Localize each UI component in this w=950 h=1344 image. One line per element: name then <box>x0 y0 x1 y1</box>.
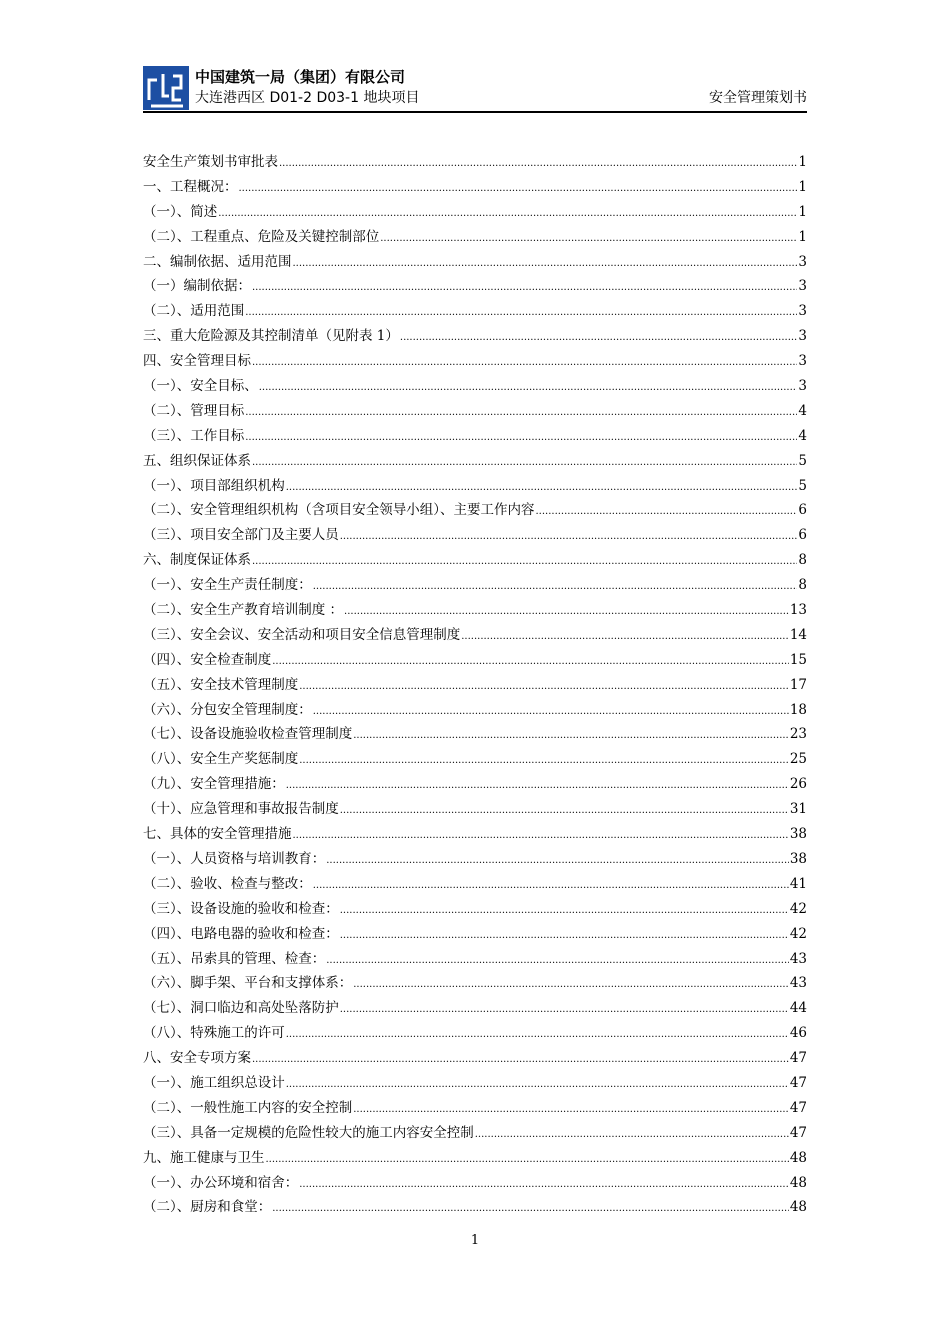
toc-entry-label: 二、编制依据、适用范围 <box>143 253 292 270</box>
toc-dot-leader <box>313 700 789 725</box>
toc-entry-label: 九、施工健康与卫生 <box>143 1149 265 1166</box>
toc-entry-page: 1 <box>798 203 807 220</box>
toc-entry-label: （五）、吊索具的管理、检查： <box>143 950 326 967</box>
toc-entry-label: （一）、安全目标、 <box>143 378 258 395</box>
toc-dot-leader <box>299 1173 789 1198</box>
toc-entry-label: 一、工程概况： <box>143 178 238 195</box>
toc-entry[interactable] <box>143 822 807 847</box>
toc-dot-leader <box>293 252 798 277</box>
toc-entry-label: （二）、一般性施工内容的安全控制 <box>143 1099 353 1116</box>
toc-entry[interactable] <box>143 324 807 349</box>
toc-dot-leader <box>340 525 798 550</box>
toc-entry-page: 4 <box>798 402 807 419</box>
toc-entry-page: 31 <box>789 801 807 818</box>
toc-entry-label: 七、具体的安全管理措施 <box>143 826 292 843</box>
toc-dot-leader <box>279 152 797 177</box>
toc-entry-label: 四、安全管理目标 <box>143 353 251 370</box>
toc-dot-leader <box>252 351 797 376</box>
toc-dot-leader <box>245 401 797 426</box>
toc-entry-label: （一）、项目部组织机构 <box>143 477 285 494</box>
toc-entry[interactable] <box>143 1171 807 1196</box>
toc-entry[interactable] <box>143 523 807 548</box>
toc-dot-leader <box>259 376 798 401</box>
toc-entry-page: 38 <box>789 826 807 843</box>
table-of-contents <box>143 150 807 1220</box>
toc-entry-page: 48 <box>789 1174 807 1191</box>
toc-entry-page: 5 <box>798 452 807 469</box>
toc-entry-page: 26 <box>789 776 807 793</box>
toc-entry-page: 43 <box>789 950 807 967</box>
toc-entry[interactable] <box>143 250 807 275</box>
toc-entry[interactable] <box>143 424 807 449</box>
toc-entry-label: （一）编制依据： <box>143 278 251 295</box>
toc-entry-page: 23 <box>789 726 807 743</box>
toc-entry-page: 48 <box>789 1149 807 1166</box>
toc-entry-label: （四）、安全检查制度 <box>143 651 272 668</box>
toc-entry[interactable] <box>143 449 807 474</box>
toc-entry-label: 安全生产策划书审批表 <box>143 154 278 170</box>
company-logo <box>143 66 189 110</box>
toc-entry[interactable] <box>143 299 807 324</box>
toc-entry-label: 三、重大危险源及其控制清单（见附表 1） <box>143 328 399 345</box>
toc-entry-page: 1 <box>798 228 807 245</box>
document-title: 安全管理策划书 <box>709 90 807 106</box>
toc-entry-label: （三）、具备一定规模的危险性较大的施工内容安全控制 <box>143 1124 474 1141</box>
toc-entry-page: 43 <box>789 975 807 992</box>
toc-entry-page: 42 <box>789 900 807 917</box>
toc-entry-page: 1 <box>798 178 807 195</box>
toc-entry-page: 47 <box>789 1050 807 1067</box>
toc-entry-label: （七）、洞口临边和高处坠落防护 <box>143 1000 339 1017</box>
toc-entry-page: 8 <box>798 577 807 594</box>
toc-entry-label: （二）、厨房和食堂： <box>143 1199 272 1216</box>
toc-entry-label: （二）、验收、检查与整改： <box>143 875 312 892</box>
toc-entry-label: （八）、安全生产奖惩制度 <box>143 751 299 768</box>
toc-dot-leader <box>344 600 789 625</box>
toc-entry-label: （九）、安全管理措施： <box>143 776 285 793</box>
toc-entry-label: （五）、安全技术管理制度 <box>143 676 299 693</box>
toc-entry[interactable] <box>143 1021 807 1046</box>
header-divider <box>143 111 807 113</box>
toc-entry-page: 3 <box>798 303 807 320</box>
toc-entry-page: 13 <box>789 602 807 619</box>
toc-entry[interactable] <box>143 673 807 698</box>
toc-dot-leader <box>245 301 797 326</box>
toc-dot-leader <box>340 924 789 949</box>
toc-dot-leader <box>272 1197 789 1222</box>
toc-entry-page: 14 <box>789 626 807 643</box>
toc-entry[interactable] <box>143 897 807 922</box>
toc-entry-page: 4 <box>798 427 807 444</box>
toc-entry-label: （二）、管理目标 <box>143 402 245 419</box>
toc-entry-page: 38 <box>789 850 807 867</box>
toc-entry-label: （二）、安全生产教育培训制度 ： <box>143 602 344 619</box>
toc-entry-page: 46 <box>789 1025 807 1042</box>
toc-entry-label: （三）、工作目标 <box>143 427 245 444</box>
toc-entry-page: 17 <box>789 676 807 693</box>
toc-dot-leader <box>286 476 798 501</box>
toc-entry-label: 八、安全专项方案 <box>143 1050 251 1067</box>
toc-entry-label: （一）、施工组织总设计 <box>143 1074 285 1091</box>
toc-dot-leader <box>286 774 789 799</box>
toc-entry-page: 6 <box>798 502 807 519</box>
toc-dot-leader <box>340 799 789 824</box>
toc-entry-page: 3 <box>798 278 807 295</box>
toc-entry-label: （一）、办公环境和宿舍： <box>143 1174 299 1191</box>
toc-entry-label: （十）、应急管理和事故报告制度 <box>143 801 339 818</box>
toc-entry[interactable] <box>143 623 807 648</box>
toc-entry-page: 18 <box>789 701 807 718</box>
toc-dot-leader <box>239 177 798 202</box>
toc-entry[interactable] <box>143 225 807 250</box>
toc-entry[interactable] <box>143 175 807 200</box>
toc-entry-page: 1 <box>798 154 807 170</box>
toc-dot-leader <box>461 625 789 650</box>
toc-dot-leader <box>353 724 789 749</box>
toc-entry[interactable] <box>143 922 807 947</box>
toc-dot-leader <box>286 1073 789 1098</box>
toc-entry-label: （六）、分包安全管理制度： <box>143 701 312 718</box>
toc-entry-page: 48 <box>789 1199 807 1216</box>
toc-entry[interactable] <box>143 747 807 772</box>
toc-entry[interactable] <box>143 847 807 872</box>
toc-entry[interactable] <box>143 349 807 374</box>
toc-dot-leader <box>299 675 789 700</box>
page-header <box>143 66 807 112</box>
toc-dot-leader <box>286 1023 789 1048</box>
toc-entry[interactable] <box>143 1146 807 1171</box>
toc-dot-leader <box>380 227 797 252</box>
toc-dot-leader <box>353 973 789 998</box>
toc-dot-leader <box>536 500 798 525</box>
toc-entry-label: （四）、电路电器的验收和检查： <box>143 925 339 942</box>
toc-entry-page: 3 <box>798 253 807 270</box>
toc-entry-label: （一）、简述 <box>143 203 218 220</box>
toc-entry[interactable] <box>143 474 807 499</box>
toc-dot-leader <box>272 650 789 675</box>
toc-entry-page: 44 <box>789 1000 807 1017</box>
toc-dot-leader <box>252 451 797 476</box>
toc-entry[interactable] <box>143 200 807 225</box>
toc-entry[interactable] <box>143 1046 807 1071</box>
page-number: 1 <box>470 1233 480 1248</box>
toc-entry[interactable] <box>143 947 807 972</box>
cscec-logo-icon <box>143 66 189 110</box>
toc-entry-page: 6 <box>798 527 807 544</box>
toc-entry[interactable] <box>143 772 807 797</box>
toc-entry[interactable] <box>143 1195 807 1220</box>
toc-entry[interactable] <box>143 374 807 399</box>
toc-entry[interactable] <box>143 498 807 523</box>
company-name: 中国建筑一局（集团）有限公司 <box>195 68 406 86</box>
toc-entry-page: 47 <box>789 1099 807 1116</box>
toc-entry-page: 3 <box>798 378 807 395</box>
toc-entry[interactable] <box>143 1121 807 1146</box>
toc-entry-page: 42 <box>789 925 807 942</box>
toc-entry[interactable] <box>143 872 807 897</box>
toc-entry-page: 8 <box>798 552 807 569</box>
toc-dot-leader <box>218 202 797 227</box>
toc-entry[interactable] <box>143 722 807 747</box>
toc-entry-label: （一）、安全生产责任制度： <box>143 577 312 594</box>
toc-entry-page: 47 <box>789 1074 807 1091</box>
toc-entry-label: （三）、项目安全部门及主要人员 <box>143 527 339 544</box>
toc-entry[interactable] <box>143 399 807 424</box>
toc-entry-label: （三）、安全会议、安全活动和项目安全信息管理制度 <box>143 626 461 643</box>
toc-entry[interactable] <box>143 573 807 598</box>
toc-entry[interactable] <box>143 971 807 996</box>
toc-dot-leader <box>353 1098 789 1123</box>
toc-entry[interactable] <box>143 548 807 573</box>
toc-entry-label: （二）、适用范围 <box>143 303 245 320</box>
toc-entry[interactable] <box>143 1096 807 1121</box>
toc-entry-label: 六、制度保证体系 <box>143 552 251 569</box>
toc-entry-label: （一）、人员资格与培训教育： <box>143 850 326 867</box>
toc-entry[interactable] <box>143 698 807 723</box>
toc-entry-page: 25 <box>789 751 807 768</box>
toc-dot-leader <box>252 1048 789 1073</box>
toc-entry-label: （二）、安全管理组织机构（含项目安全领导小组）、主要工作内容 <box>143 502 535 519</box>
toc-dot-leader <box>313 874 789 899</box>
toc-dot-leader <box>299 749 789 774</box>
toc-dot-leader <box>326 949 789 974</box>
toc-entry-page: 41 <box>789 875 807 892</box>
toc-dot-leader <box>475 1123 789 1148</box>
toc-entry-page: 15 <box>789 651 807 668</box>
toc-entry-label: （六）、脚手架、平台和支撑体系： <box>143 975 353 992</box>
toc-entry[interactable] <box>143 797 807 822</box>
toc-dot-leader <box>266 1148 789 1173</box>
toc-entry[interactable] <box>143 150 807 175</box>
toc-entry-page: 47 <box>789 1124 807 1141</box>
toc-entry[interactable] <box>143 274 807 299</box>
toc-dot-leader <box>340 998 789 1023</box>
toc-dot-leader <box>326 849 789 874</box>
toc-entry[interactable] <box>143 996 807 1021</box>
toc-dot-leader <box>245 426 797 451</box>
toc-entry-label: （八）、特殊施工的许可 <box>143 1025 285 1042</box>
toc-entry-page: 5 <box>798 477 807 494</box>
toc-entry-label: （七）、设备设施验收检查管理制度 <box>143 726 353 743</box>
toc-entry[interactable] <box>143 648 807 673</box>
toc-entry[interactable] <box>143 598 807 623</box>
toc-entry-page: 3 <box>798 328 807 345</box>
toc-dot-leader <box>252 550 797 575</box>
toc-entry-label: （二）、工程重点、危险及关键控制部位 <box>143 228 380 245</box>
toc-entry[interactable] <box>143 1071 807 1096</box>
toc-entry-label: 五、组织保证体系 <box>143 452 251 469</box>
toc-entry-page: 3 <box>798 353 807 370</box>
toc-entry-label: （三）、设备设施的验收和检查： <box>143 900 339 917</box>
toc-dot-leader <box>293 824 789 849</box>
toc-dot-leader <box>252 276 797 301</box>
toc-dot-leader <box>340 899 789 924</box>
project-name: 大连港西区 D01-2 D03-1 地块项目 <box>195 90 420 106</box>
toc-dot-leader <box>400 326 798 351</box>
toc-dot-leader <box>313 575 798 600</box>
